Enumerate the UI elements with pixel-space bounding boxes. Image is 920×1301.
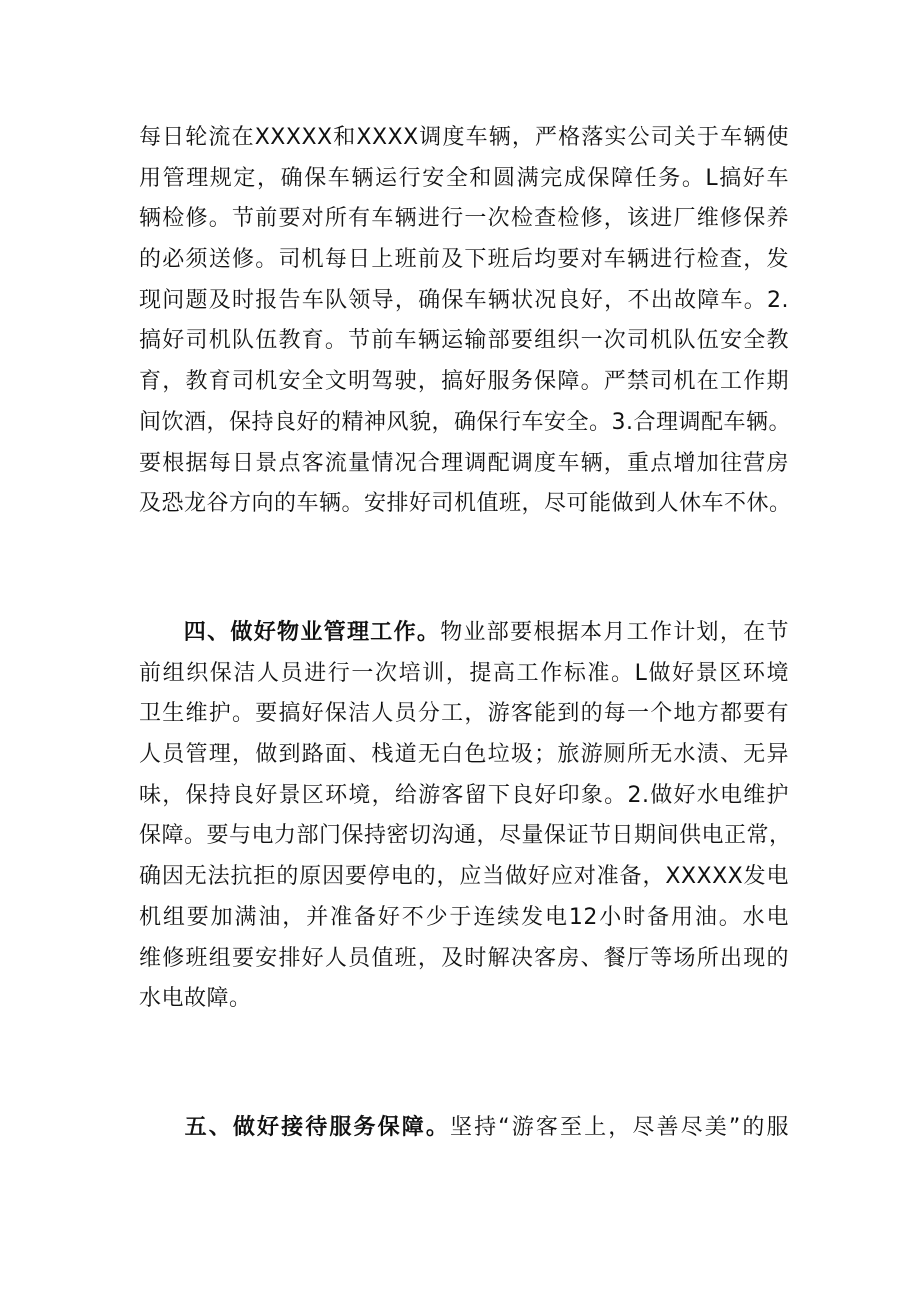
paragraph-vehicle-dispatch — [139, 118, 792, 525]
text-line: 前组织保洁人员进行一次培训，提高工作标准。L做好景区环境 — [139, 660, 789, 686]
text-line: 育，教育司机安全文明驾驶，搞好服务保障。严禁司机在工作期 — [139, 369, 789, 395]
text-line: 味，保持良好景区环境，给游客留下良好印象。2.做好水电维护 — [139, 782, 789, 808]
section-heading-four: 四、做好物业管理工作。 — [183, 620, 441, 645]
text-fragment: 坚持“游客至上，尽善尽美”的服 — [449, 1115, 789, 1140]
text-line: 确因无法抗拒的原因要停电的，应当做好应对准备，XXXXX发电 — [139, 864, 789, 890]
paragraph-property-management — [139, 613, 792, 1020]
text-line: 保障。要与电力部门保持密切沟通，尽量保证节日期间供电正常， — [139, 823, 792, 849]
text-line: 机组要加满油，并准备好不少于连续发电12小时备用油。水电 — [139, 904, 789, 930]
text-line: 现问题及时报告车队领导，确保车辆状况良好，不出故障车。2. — [139, 287, 789, 313]
text-line: 用管理规定，确保车辆运行安全和圆满完成保障任务。L搞好车 — [139, 165, 789, 191]
text-line: 每日轮流在XXXXX和XXXX调度车辆，严格落实公司关于车辆使 — [139, 125, 789, 150]
text-line: 搞好司机队伍教育。节前车辆运输部要组织一次司机队伍安全教 — [139, 328, 789, 354]
text-fragment: 物业部要根据本月工作计划，在节 — [440, 620, 789, 645]
section-heading-five: 五、做好接待服务保障。 — [183, 1115, 450, 1140]
text-line-with-heading — [139, 613, 789, 654]
text-line-with-heading — [139, 1108, 789, 1149]
paragraph-reception-service — [139, 1108, 789, 1149]
text-line: 及恐龙谷方向的车辆。安排好司机值班，尽可能做到人休车不休。 — [139, 491, 792, 517]
text-line: 间饮酒，保持良好的精神风貌，确保行车安全。3.合理调配车辆。 — [139, 409, 791, 435]
text-line: 人员管理，做到路面、栈道无白色垃圾；旅游厕所无水渍、无异 — [139, 742, 789, 768]
text-line: 维修班组要安排好人员值班，及时解决客房、餐厅等场所出现的 — [139, 945, 789, 971]
text-line: 的必须送修。司机每日上班前及下班后均要对车辆进行检查，发 — [139, 247, 789, 273]
text-line: 卫生维护。要搞好保洁人员分工，游客能到的每一个地方都要有 — [139, 701, 789, 727]
text-line: 辆检修。节前要对所有车辆进行一次检查检修，该进厂维修保养 — [139, 206, 789, 232]
text-line: 水电故障。 — [139, 986, 252, 1012]
text-line: 要根据每日景点客流量情况合理调配调度车辆，重点增加往营房 — [139, 450, 789, 476]
